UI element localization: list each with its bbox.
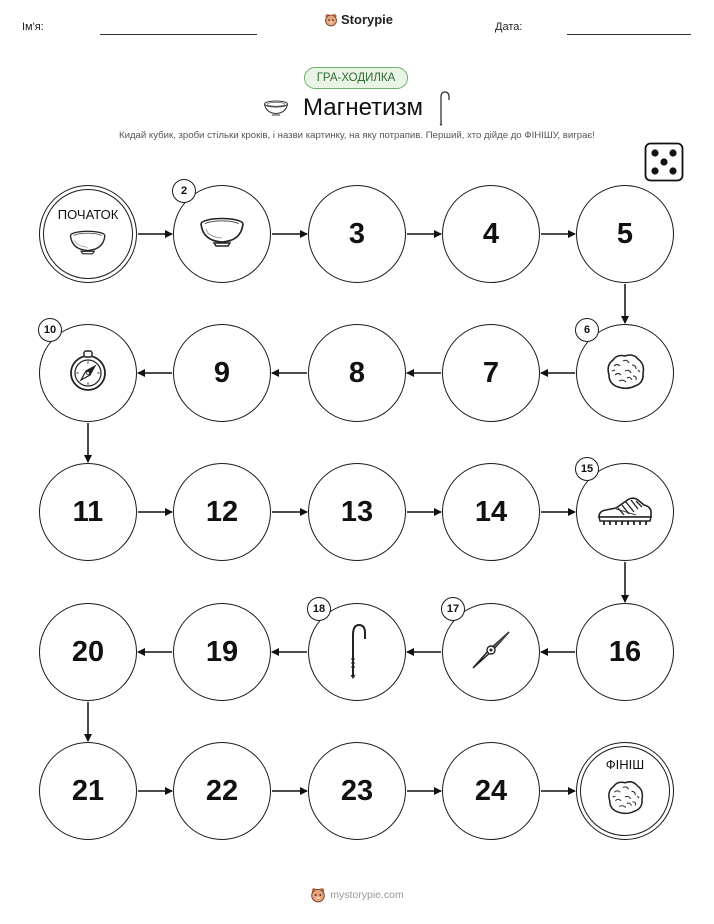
footer-url[interactable]: mystorypie.com	[330, 889, 404, 901]
cell-number-badge: 10	[38, 318, 62, 342]
board-cell[interactable]	[173, 463, 271, 561]
board-cell[interactable]	[308, 324, 406, 422]
cell-number-badge: 2	[172, 179, 196, 203]
board-cell[interactable]	[173, 603, 271, 701]
board-cell[interactable]	[442, 742, 540, 840]
date-label: Дата:	[495, 21, 523, 33]
cell-number-badge: 6	[575, 318, 599, 342]
board-cell[interactable]	[39, 742, 137, 840]
cell-number: 24	[474, 774, 508, 807]
compass-icon	[64, 347, 112, 400]
cell-number: 19	[205, 635, 239, 668]
board-cell[interactable]	[576, 603, 674, 701]
cell-number: 14	[474, 495, 508, 528]
bowl-icon	[68, 230, 107, 260]
board-cell[interactable]	[39, 603, 137, 701]
cell-number-badge: 18	[307, 597, 331, 621]
name-label: Ім'я:	[22, 21, 44, 33]
board-cell[interactable]	[308, 463, 406, 561]
hook-icon	[344, 621, 370, 684]
game-type-badge: ГРА-ХОДИЛКА	[304, 67, 408, 89]
shoe-icon	[596, 493, 654, 532]
footer	[0, 887, 714, 903]
cell-number: 9	[213, 356, 231, 389]
cell-number-badge: 17	[441, 597, 465, 621]
cell-number: 16	[608, 635, 642, 668]
cell-number: 4	[482, 217, 500, 250]
board-cell[interactable]	[308, 742, 406, 840]
board-cell[interactable]	[442, 185, 540, 283]
board-cell[interactable]	[173, 742, 271, 840]
board-cell[interactable]	[173, 324, 271, 422]
brand-name: Storypie	[341, 12, 394, 27]
start-label: ПОЧАТОК	[57, 207, 119, 222]
board-cell[interactable]	[442, 463, 540, 561]
rock-icon	[604, 778, 646, 821]
cell-number: 7	[482, 356, 500, 389]
board-cell[interactable]	[308, 185, 406, 283]
cell-number: 12	[205, 495, 239, 528]
cell-number: 8	[348, 356, 366, 389]
needle-icon	[469, 628, 513, 677]
cell-number: 23	[340, 774, 374, 807]
cell-number: 11	[72, 495, 104, 528]
board-cell[interactable]	[442, 324, 540, 422]
rock-icon	[603, 351, 647, 396]
board-cell[interactable]	[576, 185, 674, 283]
cell-number: 5	[616, 217, 634, 250]
start-cell[interactable]	[39, 185, 137, 283]
finish-label: ФІНІШ	[605, 757, 645, 772]
instructions: Кидай кубик, зроби стільки кроків, і назви картинку, на яку потрапив. Перший, хто дійде до ФІНІШУ, виграє!	[119, 130, 595, 141]
bowl-icon	[198, 217, 246, 252]
finish-cell[interactable]	[576, 742, 674, 840]
cell-number: 22	[205, 774, 239, 807]
cell-number: 21	[71, 774, 105, 807]
board-cell[interactable]	[39, 463, 137, 561]
cell-number: 13	[340, 495, 374, 528]
cell-number: 3	[348, 217, 366, 250]
page-title: Магнетизм	[302, 94, 424, 121]
cell-number-badge: 15	[575, 457, 599, 481]
cell-number: 20	[71, 635, 105, 668]
brand-logo-icon	[310, 887, 326, 903]
